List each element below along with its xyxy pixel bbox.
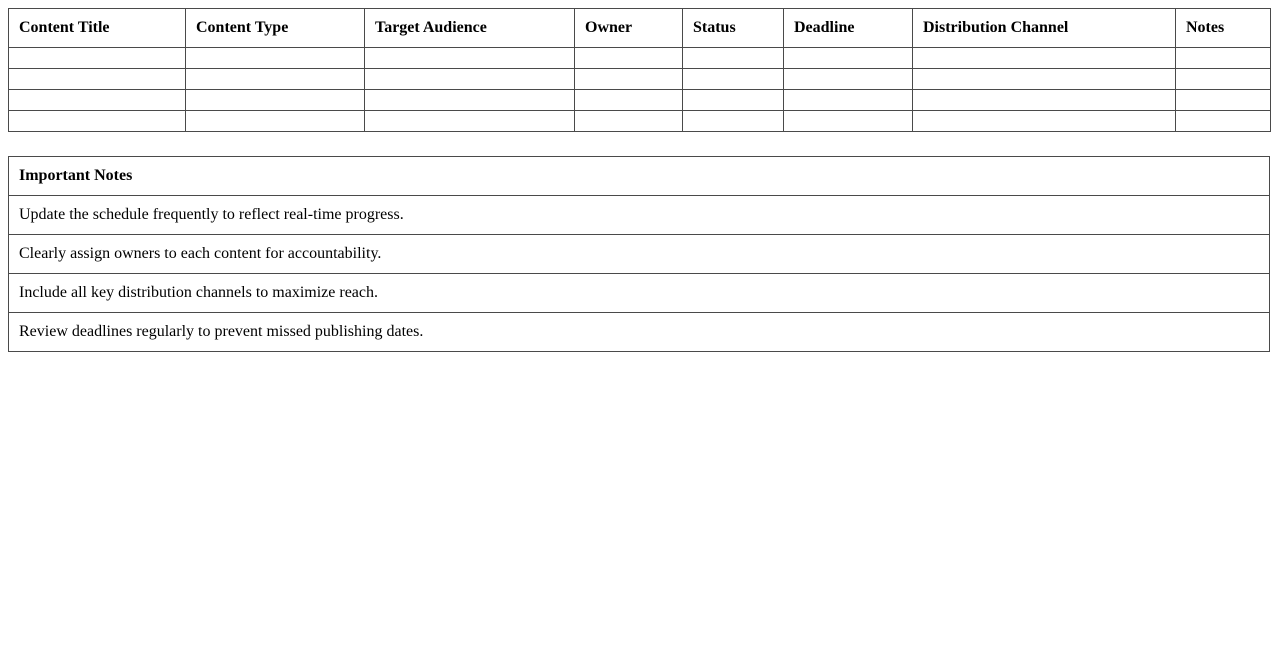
notes-row [9,196,1270,235]
table-row [9,69,1271,90]
notes-header-row [9,157,1270,196]
table-cell[interactable] [186,48,365,69]
table-header-row [9,9,1271,48]
table-cell[interactable] [186,111,365,132]
important-notes-table [8,156,1270,352]
table-cell[interactable] [575,111,683,132]
table-cell[interactable] [365,69,575,90]
table-cell[interactable] [1176,111,1271,132]
table-cell[interactable] [683,90,784,111]
table-cell[interactable] [683,69,784,90]
table-cell[interactable] [9,48,186,69]
table-cell[interactable] [575,48,683,69]
header-target-audience: Target Audience [365,9,575,48]
table-cell[interactable] [365,90,575,111]
note-item: Clearly assign owners to each content for accountability. [9,235,1270,274]
note-item: Include all key distribution channels to maximize reach. [9,274,1270,313]
table-cell[interactable] [913,90,1176,111]
table-cell[interactable] [186,90,365,111]
header-notes: Notes [1176,9,1271,48]
table-cell[interactable] [683,48,784,69]
notes-heading: Important Notes [9,157,1270,196]
header-owner: Owner [575,9,683,48]
header-deadline: Deadline [784,9,913,48]
header-status: Status [683,9,784,48]
table-cell[interactable] [365,48,575,69]
table-row [9,90,1271,111]
table-cell[interactable] [784,48,913,69]
table-cell[interactable] [784,69,913,90]
header-content-type: Content Type [186,9,365,48]
table-cell[interactable] [9,90,186,111]
table-cell[interactable] [913,48,1176,69]
table-cell[interactable] [683,111,784,132]
content-schedule-table [8,8,1271,132]
table-cell[interactable] [1176,48,1271,69]
table-cell[interactable] [1176,69,1271,90]
table-cell[interactable] [186,69,365,90]
notes-row [9,235,1270,274]
header-content-title: Content Title [9,9,186,48]
table-cell[interactable] [784,90,913,111]
table-cell[interactable] [9,111,186,132]
notes-row [9,274,1270,313]
table-cell[interactable] [784,111,913,132]
table-row [9,48,1271,69]
table-cell[interactable] [1176,90,1271,111]
table-cell[interactable] [913,111,1176,132]
table-cell[interactable] [575,69,683,90]
table-cell[interactable] [575,90,683,111]
note-item: Review deadlines regularly to prevent missed publishing dates. [9,313,1270,352]
table-cell[interactable] [9,69,186,90]
table-cell[interactable] [365,111,575,132]
note-item: Update the schedule frequently to reflect real-time progress. [9,196,1270,235]
header-distribution-channel: Distribution Channel [913,9,1176,48]
notes-row [9,313,1270,352]
table-row [9,111,1271,132]
table-cell[interactable] [913,69,1176,90]
